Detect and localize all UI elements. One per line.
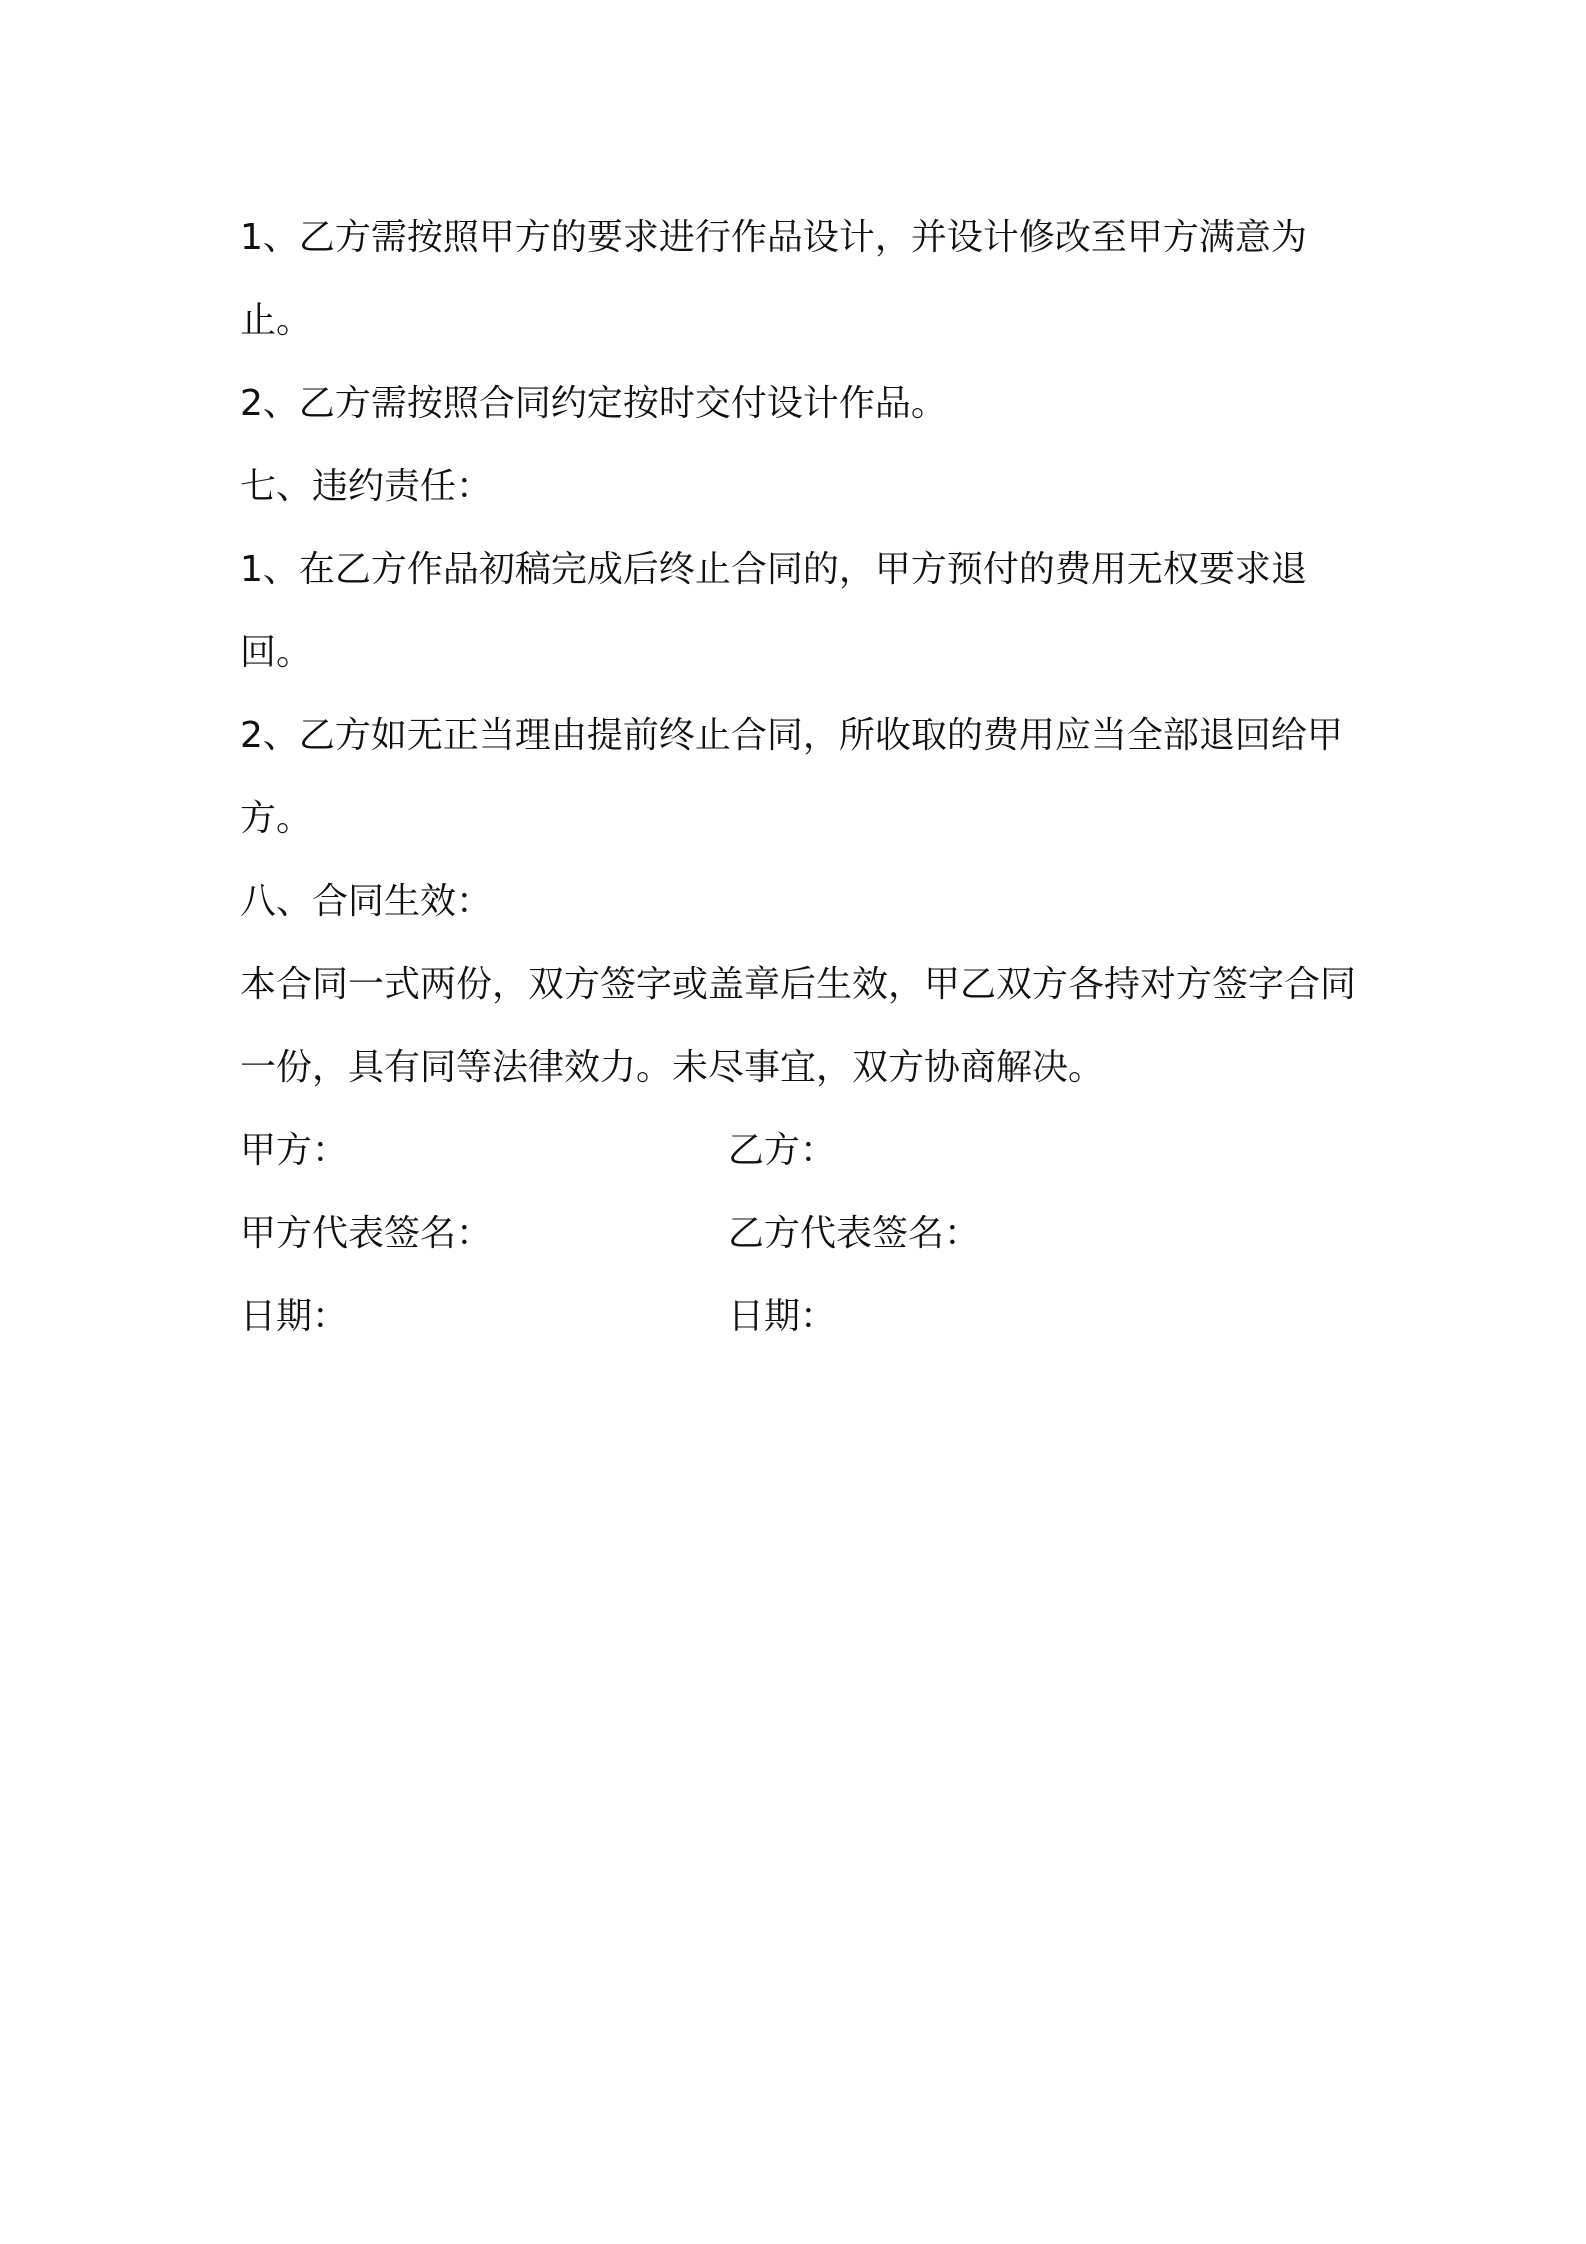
document-body xyxy=(240,196,1360,1358)
party-a-representative-label: 甲方代表签名： xyxy=(240,1213,493,1254)
breach-clause-1: 1、在乙方作品初稿完成后终止合同的，甲方预付的费用无权要求退回。 xyxy=(240,549,1307,673)
section-heading-breach: 七、违约责任： xyxy=(240,466,493,507)
signature-row-party xyxy=(240,1109,1360,1192)
clause-2-delivery: 2、乙方需按照合同约定按时交付设计作品。 xyxy=(240,383,947,424)
effect-clause: 本合同一式两份，双方签字或盖章后生效，甲乙双方各持对方签字合同一份，具有同等法律效力。未尽事宜，双方协商解决。 xyxy=(240,964,1357,1088)
party-b-label: 乙方： xyxy=(728,1130,837,1171)
party-b-representative-label: 乙方代表签名： xyxy=(728,1213,981,1254)
clause-1-design-requirement: 1、乙方需按照甲方的要求进行作品设计，并设计修改至甲方满意为止。 xyxy=(240,217,1307,341)
signature-row-date xyxy=(240,1275,1360,1358)
signature-row-representative xyxy=(240,1192,1360,1275)
section-heading-effect: 八、合同生效： xyxy=(240,881,493,922)
breach-clause-2: 2、乙方如无正当理由提前终止合同，所收取的费用应当全部退回给甲方。 xyxy=(240,715,1343,839)
party-b-date-label: 日期： xyxy=(728,1296,837,1337)
party-a-date-label: 日期： xyxy=(240,1296,349,1337)
party-a-label: 甲方： xyxy=(240,1130,349,1171)
